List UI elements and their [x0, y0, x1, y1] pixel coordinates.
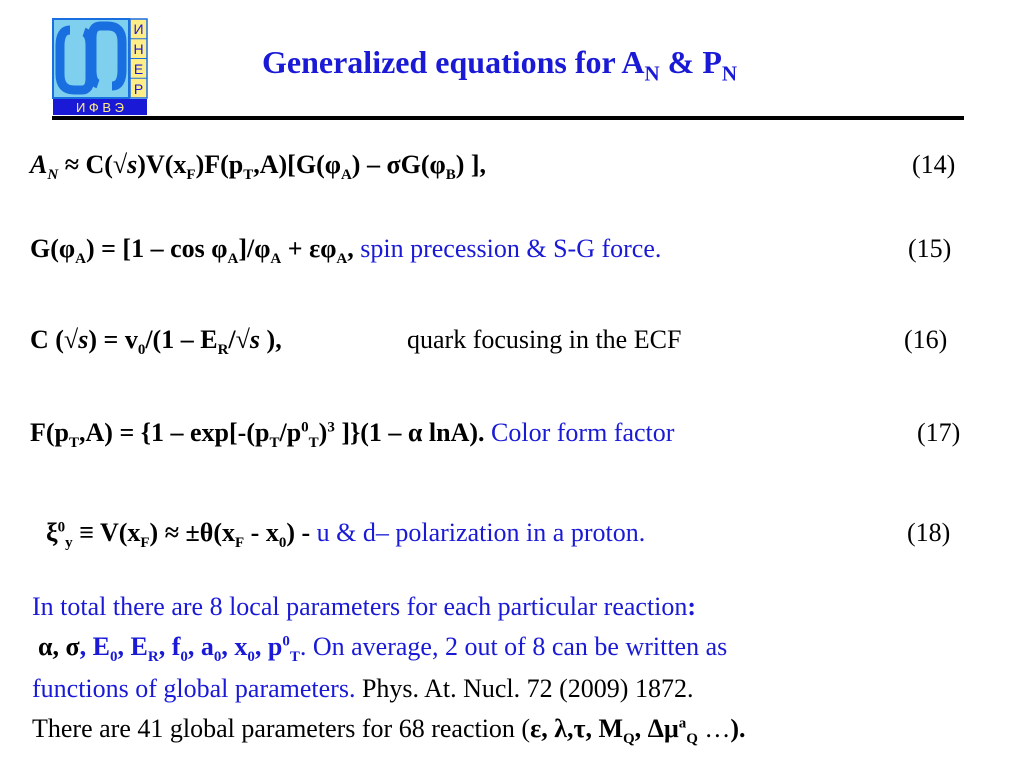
- title-divider: [52, 116, 964, 120]
- local-parameters-line: In total there are 8 local parameters for each particular reaction:: [32, 592, 697, 621]
- equation-16-description: quark focusing in the ECF: [407, 325, 682, 354]
- equation-17-description: Color form factor: [491, 418, 675, 447]
- parameter-list-line: α, σ, $E_0$, $E_R$, $f_0$, $a_0$, $x_0$, $p^0_T$. On average, 2 out of 8 can be written as: [38, 632, 728, 666]
- logo-letter-4: Р: [133, 81, 144, 97]
- equation-17: $F(p_T,A) = \{1 - \exp[-(p_T/p^0_T)^3$ ]}(1 – α lnA). Color form factor: [30, 418, 675, 452]
- equation-number-15: (15): [908, 234, 952, 263]
- logo-bottom-text: И Ф В Э: [75, 100, 125, 115]
- equation-number-17: (17): [917, 418, 961, 447]
- equation-18-description: u & d– polarization in a proton.: [316, 518, 646, 547]
- slide-title: Generalized equations for $A_N$ & $P_N$: [262, 44, 738, 86]
- logo-letter-1: И: [133, 21, 144, 37]
- equation-number-14: (14): [912, 150, 956, 179]
- global-count-line: There are 41 global parameters for 68 reaction (ε, λ,τ, $M_Q$, $\Delta\mu^a_Q$ …).: [32, 714, 746, 748]
- equation-15-description: spin precession & S-G force.: [360, 234, 662, 263]
- global-parameters-line: functions of global parameters. Phys. At. Nucl. 72 (2009) 1872.: [32, 674, 694, 703]
- equation-14: $A_N \approx C(√s)V(x_F)F(p_T,A)[G(\varphi_A) - \sigma G(\varphi_B)$ ],: [30, 150, 487, 184]
- ihep-logo: [52, 18, 148, 116]
- logo-letter-2: Н: [133, 41, 144, 57]
- equation-number-16: (16): [904, 325, 948, 354]
- equation-15: $G(\varphi_A) = [1 - \cos \varphi_A]/\varphi_A + \varepsilon\varphi_A$, spin precession & S-G force.: [30, 234, 662, 268]
- equation-16: C $(√s) = v_0/(1 - E_R/√s$ ),: [30, 325, 282, 359]
- equation-number-18: (18): [907, 518, 951, 547]
- logo-letter-3: Е: [133, 61, 144, 77]
- equation-18: $\xi^0_y \equiv V(x_F) \approx \pm\theta(x_F - x_0) - u$ & d– polarization in a proton.: [46, 518, 646, 552]
